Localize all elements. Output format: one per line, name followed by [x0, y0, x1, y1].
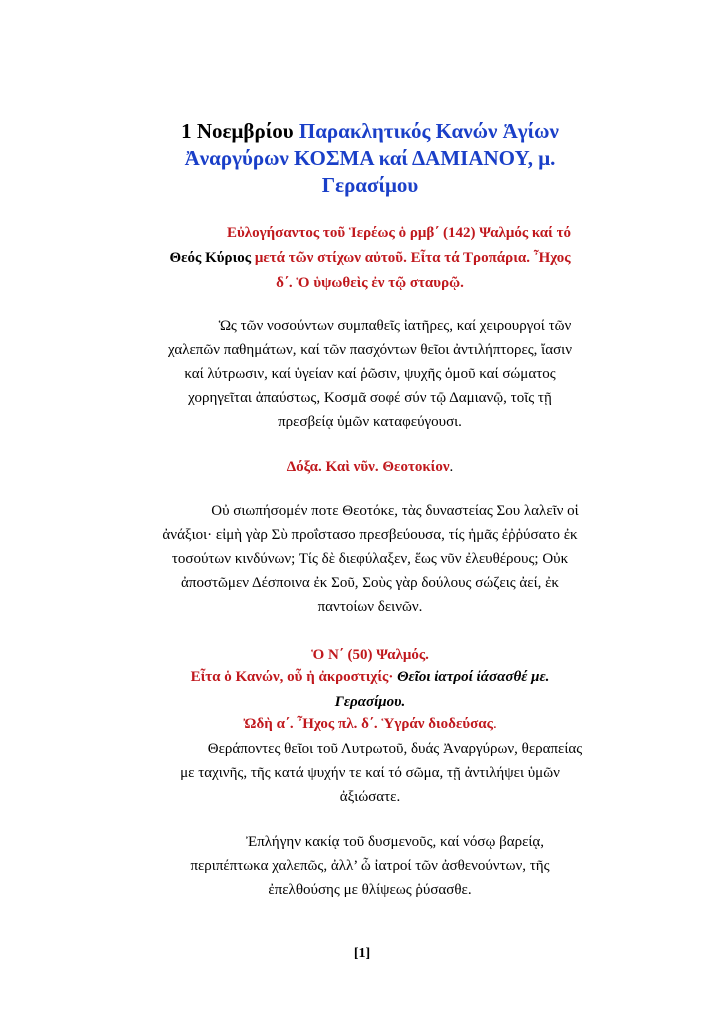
ode-dot: .: [493, 716, 497, 732]
rubric-red-text: μετά τῶν στίχων αὐτοῦ. Εἶτα τά Τροπάρια. Ἦχος: [254, 250, 571, 266]
text-line: ἀξιώσατε.: [339, 789, 401, 805]
canon-author: Γερασίμου.: [334, 694, 406, 710]
canon-intro: Εἶτα ὁ Κανών, οὗ ἡ ἀκροστιχίς·: [190, 669, 394, 685]
title-line-1: [60, 118, 680, 145]
ode-text: Ὠδὴ α΄. Ἦχος πλ. δ΄. Ὑγράν διοδεύσας: [243, 716, 494, 732]
title-line-3: Γερασίμου: [321, 173, 419, 197]
psalm-50-rubric: Ὁ Ν΄ (50) Ψαλμός.: [311, 647, 429, 663]
canon-rubric: [60, 665, 680, 715]
rubric-line: [60, 665, 680, 690]
text-line: Οὐ σιωπήσομέν ποτε Θεοτόκε, τὰς δυναστείας Σου λαλεῖν οἱ: [211, 503, 579, 519]
doxa-rubric: [60, 455, 680, 480]
text-line: καί λύτρωσιν, καί ὑγείαν καί ῥῶσιν, ψυχῆς ὁμοῦ καί σώματος: [184, 366, 556, 382]
title-line-2: Ἀναργύρων ΚΟΣΜΑ καί ΔΑΜΙΑΝΟΥ, μ.: [184, 146, 556, 170]
rubric-black-text: Θεός Κύριος: [169, 250, 252, 266]
text-line: χορηγεῖται ἀπαύστως, Κοσμᾶ σοφέ σύν τῷ Δαμιανῷ, τοῖς τῇ: [188, 390, 552, 406]
page-title: [60, 118, 680, 199]
text-line: ἀποστῶμεν Δέσποινα ἐκ Σοῦ, Σοὺς γὰρ δούλους σώζεις ἀεί, ἐκ: [181, 575, 559, 591]
rubric-line: δ΄. Ὁ ὑψωθεὶς ἐν τῷ σταυρῷ.: [276, 275, 464, 291]
text-line: περιπέπτωκα χαλεπῶς, ἀλλ’ ὦ ἰατροί τῶν ἀσθενούντων, τῆς: [190, 858, 550, 874]
text-line: τοσούτων κινδύνων; Τίς δὲ διεφύλαξεν, ἕως νῦν ἐλευθέρους; Οὐκ: [171, 551, 569, 567]
rubric-line: Εὐλογήσαντος τοῦ Ἱερέως ὁ ρμβ΄ (142) Ψαλμός καί τό: [226, 225, 571, 241]
troparion-1: [60, 314, 680, 434]
canon-acrostic: Θεῖοι ἰατροί ἰάσασθέ με.: [397, 669, 550, 685]
text-line: ἀνάξιοι· εἰμὴ γὰρ Σὺ προΐστασο πρεσβεύουσα, τίς ἡμᾶς ἐῤῥύσατο ἐκ: [162, 527, 578, 543]
doxa-dot: .: [449, 459, 454, 475]
ode-heading: [60, 712, 680, 737]
intro-rubric: [60, 221, 680, 296]
text-line: πρεσβείᾳ ὑμῶν καταφεύγουσι.: [278, 414, 462, 430]
doxa-text: Δόξα. Καὶ νῦν. Θεοτοκίον: [286, 459, 450, 475]
text-line: Ὡς τῶν νοσούντων συμπαθεῖς ἰατῆρες, καί χειρουργοί τῶν: [218, 318, 572, 334]
ode-hymn-2: [60, 830, 680, 902]
text-line: με ταχινῆς, τῆς κατά ψυχήν τε καί τό σῶμα, τῇ ἀντιλήψει ὑμῶν: [180, 765, 560, 781]
text-line: Θεράποντες θεῖοι τοῦ Λυτρωτοῦ, δυάς Ἀναργύρων, θεραπείας: [207, 741, 583, 757]
text-line: ἐπελθούσης με θλίψεως ῥύσασθε.: [268, 882, 472, 898]
text-line: παντοίων δεινῶν.: [317, 599, 423, 615]
title-date: 1 Νοεμβρίου: [181, 119, 294, 143]
rubric-line: [60, 246, 680, 271]
text-line: Ἐπλήγην κακίᾳ τοῦ δυσμενοῦς, καί νόσῳ βαρείᾳ,: [245, 834, 545, 850]
ode-hymn-1: [60, 737, 680, 809]
title-canon-name: Παρακλητικός Κανών Ἁγίων: [298, 119, 559, 143]
theotokion: [60, 499, 680, 619]
page-number: [1]: [353, 946, 371, 961]
text-line: χαλεπῶν παθημάτων, καί τῶν πασχόντων θεῖοι ἀντιλήπτορες, ἴασιν: [168, 342, 572, 358]
